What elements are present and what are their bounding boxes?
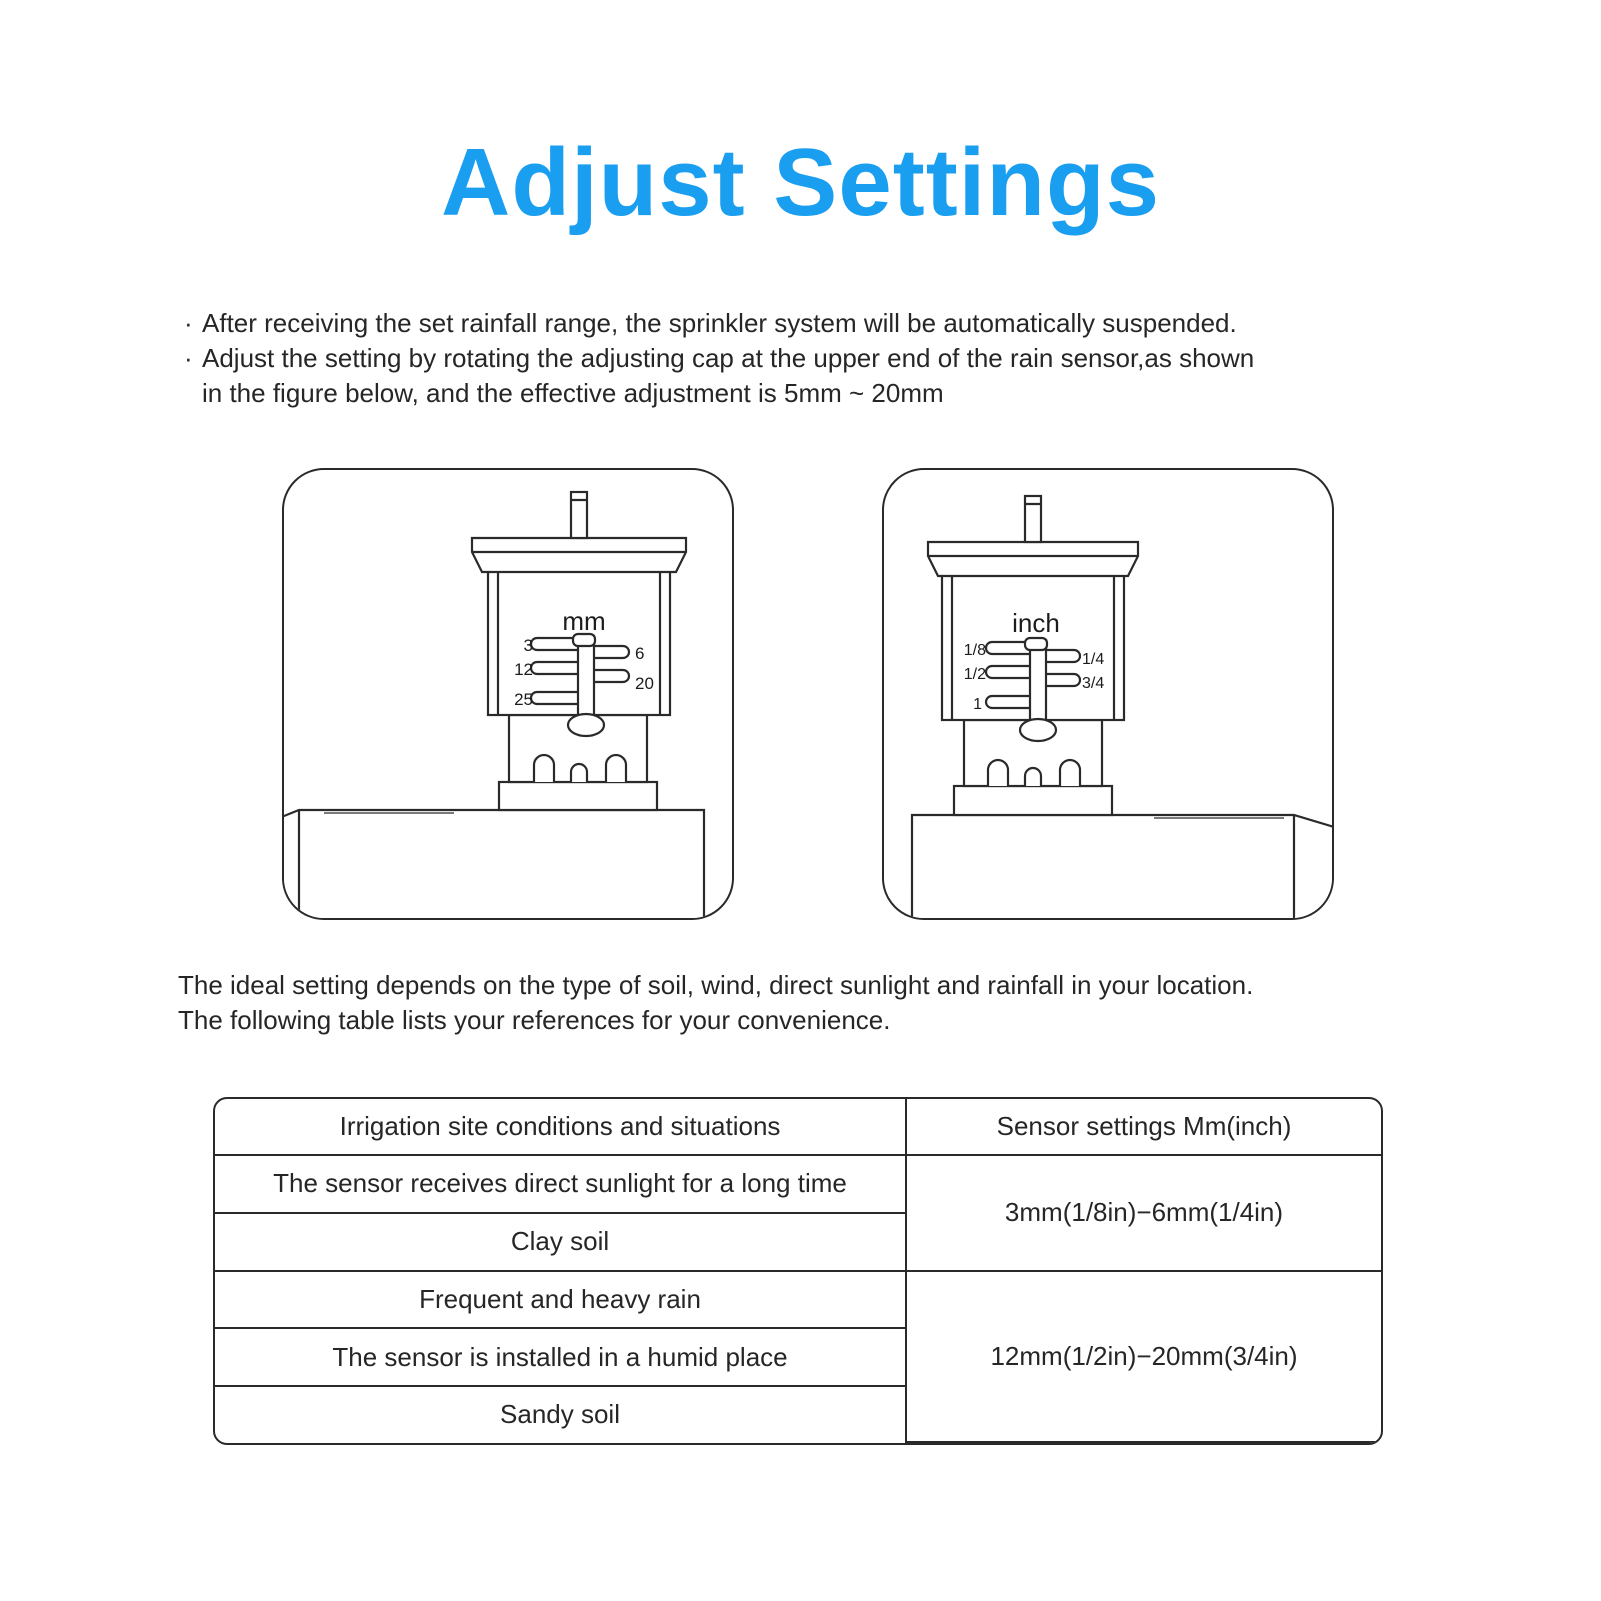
scale-mark: 1/8: [963, 642, 986, 659]
scale-slot: [531, 662, 582, 674]
spout: [1025, 496, 1041, 542]
table-header-cell: Irrigation site conditions and situations: [215, 1099, 906, 1155]
cap-rim: [472, 538, 686, 572]
rod-foot: [1020, 719, 1056, 741]
setting-cell: 12mm(1/2in)−20mm(3/4in): [906, 1271, 1381, 1443]
stem-slot: [606, 755, 626, 782]
scale-mark: 1/2: [963, 666, 986, 683]
step-block: [954, 786, 1112, 815]
bullet-marker: ·: [184, 343, 193, 373]
scale-slot: [986, 696, 1034, 708]
instructions: [184, 306, 1444, 411]
stem-slot: [571, 764, 587, 782]
scale-mark: 3: [523, 636, 533, 655]
stem-slot: [1060, 760, 1080, 786]
condition-cell: Frequent and heavy rain: [215, 1271, 906, 1329]
stem-slot: [988, 760, 1008, 786]
indicator-knob: [1025, 638, 1047, 650]
condition-cell: Sandy soil: [215, 1386, 906, 1442]
paragraph-line: The ideal setting depends on the type of soil, wind, direct sunlight and rainfall in your location.: [178, 970, 1254, 1000]
scale-mark: 1/4: [1082, 651, 1105, 668]
settings-table: [213, 1097, 1383, 1445]
bullet-text: Adjust the setting by rotating the adjusting cap at the upper end of the rain sensor,as shown: [202, 343, 1255, 373]
scale-mark: 6: [635, 644, 645, 663]
scale-slot: [986, 666, 1034, 678]
scale-mark: 1: [973, 696, 982, 713]
step-block: [499, 782, 657, 810]
scale-mark: 3/4: [1082, 675, 1105, 692]
condition-cell: The sensor is installed in a humid place: [215, 1328, 906, 1386]
condition-cell: Clay soil: [215, 1213, 906, 1271]
scale-mark: 25: [514, 690, 533, 709]
bullet-text: After receiving the set rainfall range, the sprinkler system will be automatically suspended.: [202, 308, 1237, 338]
sensor-figure-inch: [882, 468, 1334, 920]
base-housing: [912, 815, 1334, 920]
bullet-item: [184, 341, 1444, 411]
table-row: [215, 1155, 1381, 1213]
scale-slot: [1042, 674, 1080, 686]
table-header-cell: Sensor settings Mm(inch): [906, 1099, 1381, 1155]
paragraph-line: The following table lists your references for your convenience.: [178, 1005, 891, 1035]
cap-rim: [928, 542, 1138, 576]
table-row: [215, 1271, 1381, 1329]
unit-label: mm: [562, 606, 606, 636]
rain-sensor-mm-illustration: [284, 470, 734, 920]
scale-slot: [590, 646, 629, 658]
stem-slot: [1025, 768, 1041, 786]
setting-cell: 3mm(1/8in)−6mm(1/4in): [906, 1155, 1381, 1271]
scale-mark: 20: [635, 674, 654, 693]
rod-foot: [568, 714, 604, 736]
explanation-paragraph: [178, 968, 1478, 1038]
scale-slot: [1042, 650, 1080, 662]
condition-cell: The sensor receives direct sunlight for a long time: [215, 1155, 906, 1213]
unit-label: inch: [1012, 608, 1060, 638]
bullet-item: [184, 306, 1444, 341]
bullet-marker: ·: [184, 308, 193, 338]
scale-slot: [531, 692, 582, 704]
scale-slot: [590, 670, 629, 682]
page-title: Adjust Settings: [440, 129, 1160, 236]
scale-mark: 12: [514, 660, 533, 679]
indicator-rod: [578, 636, 594, 716]
sensor-figure-mm: [282, 468, 734, 920]
base-housing: [284, 810, 704, 920]
stem-slot: [534, 755, 554, 782]
bullet-text-continuation: in the figure below, and the effective adjustment is 5mm ~ 20mm: [202, 378, 944, 408]
spout: [571, 492, 587, 538]
rain-sensor-inch-illustration: [884, 470, 1334, 920]
indicator-rod: [1030, 640, 1046, 720]
table-header-row: [215, 1099, 1381, 1155]
